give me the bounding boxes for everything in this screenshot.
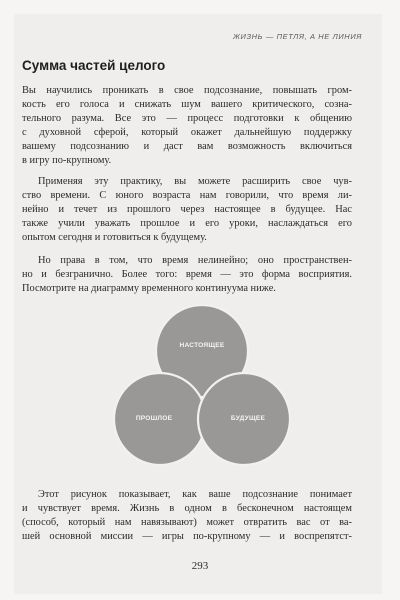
text-line: Вы научились проникать в свое подсознание, повышать гром- [22,85,352,96]
paragraph-3 [22,254,352,296]
running-header: ЖИЗНЬ — ПЕТЛЯ, А НЕ ЛИНИЯ [233,32,362,41]
text-line: Но права в том, что время нелинейно; оно пространствен- [38,255,352,266]
paragraph-1 [22,84,352,168]
section-title: Сумма частей целого [22,58,166,73]
closing-paragraph [22,488,352,544]
present-label: НАСТОЯЩЕЕ [179,342,225,349]
text-line: но и безгранично. Более того: время — это форма восприятия. [22,269,352,280]
text-line: (способ, который нам навязывают) может отвратить вас от ва- [22,517,352,528]
text-line: Применяя эту практику, вы можете расширить свое чув- [38,176,352,187]
text-line: также учили уважать прошлое и его уроки, наслаждаться его [22,218,352,229]
text-line: с духовной сферой, который окажет дальнейшую поддержку [22,127,352,138]
past-label: ПРОШЛОЕ [135,415,173,422]
text-line: тельного разума. Все это — процесс подготовки к общению [22,113,352,124]
text-line: вашему подсознанию и даст вам возможность включиться [22,141,352,152]
future-label: БУДУЩЕЕ [230,415,266,422]
text-line: кость его голоса и снижать шум вашего критического, созна- [22,99,352,110]
text-line: ство времени. С юного возраста нам говорили, что время ли- [22,190,352,201]
text-line: Посмотрите на диаграмму временного континуума ниже. [22,283,276,294]
text-line: шей основной миссии — игры по-крупному — и воспрепятст- [22,531,352,542]
text-line: нейно и течет из прошлого через настоящее в будущее. Нас [22,204,352,215]
paragraph-2 [22,175,352,245]
text-line: опытом сегодня и готовиться к будущему. [22,232,207,243]
text-line: Этот рисунок показывает, как ваше подсознание понимает [38,489,352,500]
page-number: 293 [191,560,209,572]
text-line: в игру по-крупному. [22,155,112,166]
text-line: и чувствует время. Жизнь в одном в бесконечном настоящем [22,503,352,514]
time-continuum-diagram [96,303,308,471]
